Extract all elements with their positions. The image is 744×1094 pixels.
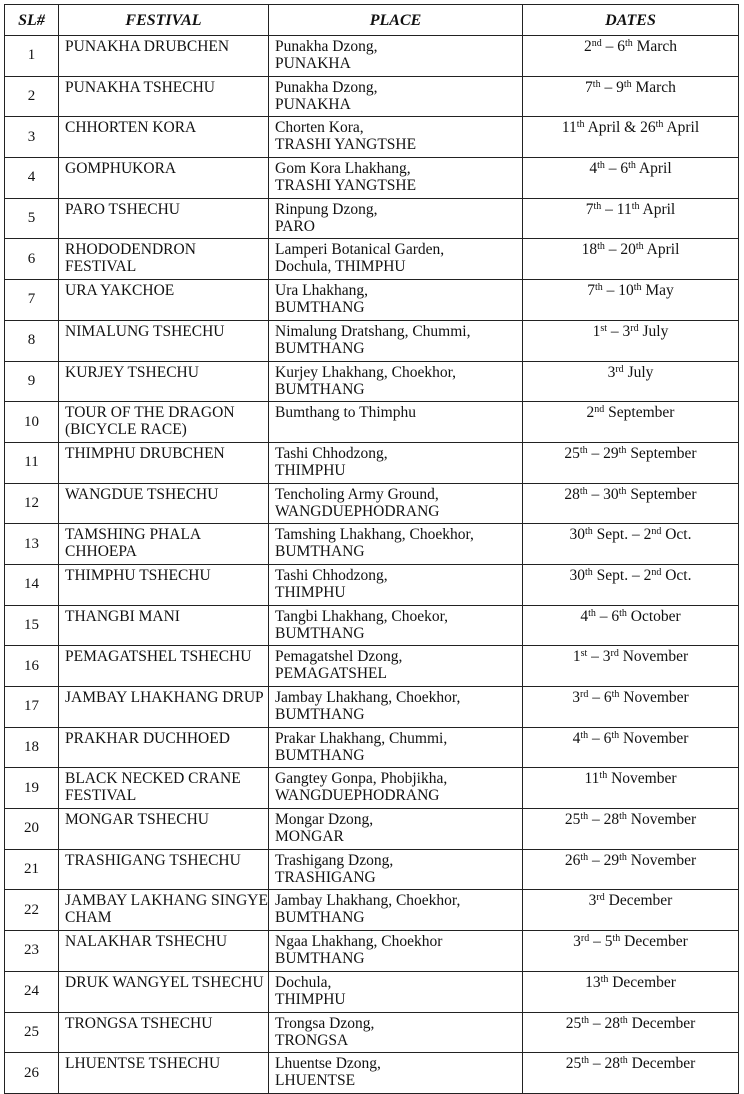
cell-dates: 13th December: [523, 971, 739, 1012]
table-body: [5, 36, 739, 1094]
table-row: [5, 158, 739, 199]
place-line: Tencholing Army Ground,: [275, 485, 439, 503]
cell-place: [269, 280, 523, 321]
cell-sl: 7: [5, 280, 59, 321]
table-row: [5, 1012, 739, 1053]
header-dates: DATES: [523, 5, 739, 36]
place-line: Dochula,: [275, 973, 332, 991]
cell-place: [269, 849, 523, 890]
cell-sl: 2: [5, 76, 59, 117]
cell-dates: 4th – 6th October: [523, 605, 739, 646]
place-line: Jambay Lhakhang, Choekhor,: [275, 689, 461, 706]
cell-place: [269, 442, 523, 483]
cell-sl: 5: [5, 198, 59, 239]
cell-sl: 9: [5, 361, 59, 402]
cell-sl: 24: [5, 971, 59, 1012]
table-header-row: [5, 5, 739, 36]
festival-table: [4, 4, 739, 1094]
cell-festival: RHODODENDRON FESTIVAL: [59, 239, 269, 280]
place-line: Rinpung Dzong,: [275, 200, 378, 218]
cell-place: [269, 768, 523, 809]
cell-place: [269, 524, 523, 565]
table-row: [5, 320, 739, 361]
place-line: BUMTHANG: [275, 624, 365, 642]
cell-place: [269, 158, 523, 199]
place-line: THIMPHU: [275, 990, 346, 1008]
cell-festival: LHUENTSE TSHECHU: [59, 1053, 269, 1094]
cell-festival: TRASHIGANG TSHECHU: [59, 849, 269, 890]
table-row: [5, 687, 739, 728]
table-row: [5, 280, 739, 321]
cell-sl: 19: [5, 768, 59, 809]
cell-place: [269, 931, 523, 972]
table-row: [5, 646, 739, 687]
place-line: Nimalung Dratshang, Chummi,: [275, 322, 471, 340]
cell-festival: PRAKHAR DUCHHOED: [59, 727, 269, 768]
table-row: [5, 402, 739, 443]
cell-festival: GOMPHUKORA: [59, 158, 269, 199]
cell-festival: PUNAKHA DRUBCHEN: [59, 36, 269, 77]
cell-festival: THIMPHU TSHECHU: [59, 564, 269, 605]
cell-place: [269, 605, 523, 646]
cell-festival: THANGBI MANI: [59, 605, 269, 646]
place-line: Tangbi Lhakhang, Choekor,: [275, 607, 449, 625]
cell-sl: 17: [5, 687, 59, 728]
cell-dates: 1st – 3rd November: [523, 646, 739, 687]
cell-festival: DRUK WANGYEL TSHECHU: [59, 971, 269, 1012]
cell-sl: 25: [5, 1012, 59, 1053]
cell-dates: 11th November: [523, 768, 739, 809]
cell-place: [269, 1053, 523, 1094]
cell-festival: TRONGSA TSHECHU: [59, 1012, 269, 1053]
cell-dates: 3rd – 5th December: [523, 931, 739, 972]
cell-place: [269, 890, 523, 931]
place-line: Punakha Dzong,: [275, 78, 378, 96]
place-line: WANGDUEPHODRANG: [275, 502, 440, 520]
cell-sl: 20: [5, 809, 59, 850]
cell-sl: 1: [5, 36, 59, 77]
cell-festival: TOUR OF THE DRAGON (BICYCLE RACE): [59, 402, 269, 443]
cell-festival: PEMAGATSHEL TSHECHU: [59, 646, 269, 687]
cell-place: [269, 36, 523, 77]
cell-sl: 11: [5, 442, 59, 483]
place-line: PARO: [275, 217, 315, 235]
table-row: [5, 117, 739, 158]
cell-place: [269, 727, 523, 768]
cell-dates: 18th – 20th April: [523, 239, 739, 280]
place-line: Prakar Lhakhang, Chummi,: [275, 729, 448, 747]
cell-festival: TAMSHING PHALA CHHOEPA: [59, 524, 269, 565]
cell-dates: 28th – 30th September: [523, 483, 739, 524]
table-row: [5, 524, 739, 565]
cell-dates: 3rd December: [523, 890, 739, 931]
place-line: Trashigang Dzong,: [275, 851, 394, 869]
cell-festival: NIMALUNG TSHECHU: [59, 320, 269, 361]
table-row: [5, 564, 739, 605]
cell-dates: 30th Sept. – 2nd Oct.: [523, 564, 739, 605]
table-row: [5, 768, 739, 809]
cell-festival: WANGDUE TSHECHU: [59, 483, 269, 524]
table-row: [5, 239, 739, 280]
table-row: [5, 971, 739, 1012]
cell-dates: 11th April & 26th April: [523, 117, 739, 158]
cell-place: [269, 402, 523, 443]
cell-sl: 12: [5, 483, 59, 524]
place-line: Tashi Chhodzong,: [275, 444, 388, 462]
place-line: PEMAGATSHEL: [275, 665, 387, 683]
cell-dates: 4th – 6th April: [523, 158, 739, 199]
table-row: [5, 76, 739, 117]
cell-sl: 10: [5, 402, 59, 443]
place-line: Lamperi Botanical Garden,: [275, 241, 445, 259]
cell-place: [269, 239, 523, 280]
cell-dates: 3rd July: [523, 361, 739, 402]
table-row: [5, 1053, 739, 1094]
place-line: Bumthang to Thimphu: [275, 404, 416, 422]
place-line: Chorten Kora,: [275, 119, 364, 137]
cell-festival: CHHORTEN KORA: [59, 117, 269, 158]
cell-dates: 25th – 28th December: [523, 1012, 739, 1053]
cell-sl: 18: [5, 727, 59, 768]
place-line: PUNAKHA: [275, 55, 351, 72]
place-line: BUMTHANG: [275, 380, 365, 398]
place-line: LHUENTSE: [275, 1072, 356, 1090]
place-line: Tamshing Lhakhang, Choekhor,: [275, 526, 474, 544]
cell-dates: 30th Sept. – 2nd Oct.: [523, 524, 739, 565]
cell-sl: 3: [5, 117, 59, 158]
cell-place: [269, 646, 523, 687]
place-line: BUMTHANG: [275, 950, 365, 968]
cell-place: [269, 361, 523, 402]
table-row: [5, 849, 739, 890]
cell-place: [269, 198, 523, 239]
header-festival: FESTIVAL: [59, 5, 269, 36]
place-line: BUMTHANG: [275, 299, 365, 317]
place-line: Jambay Lhakhang, Choekhor,: [275, 892, 461, 910]
table-row: [5, 605, 739, 646]
place-line: Punakha Dzong,: [275, 38, 378, 55]
place-line: Tashi Chhodzong,: [275, 566, 388, 584]
cell-place: [269, 320, 523, 361]
table-row: [5, 931, 739, 972]
place-line: TRASHI YANGTSHE: [275, 136, 417, 154]
cell-festival: URA YAKCHOE: [59, 280, 269, 321]
cell-dates: 25th – 29th September: [523, 442, 739, 483]
cell-festival: JAMBAY LHAKHANG DRUP: [59, 687, 269, 728]
table-row: [5, 809, 739, 850]
cell-sl: 4: [5, 158, 59, 199]
cell-place: [269, 687, 523, 728]
cell-dates: 3rd – 6th November: [523, 687, 739, 728]
table-row: [5, 442, 739, 483]
place-line: THIMPHU: [275, 583, 346, 601]
cell-festival: BLACK NECKED CRANE FESTIVAL: [59, 768, 269, 809]
place-line: Gom Kora Lhakhang,: [275, 160, 411, 178]
cell-festival: THIMPHU DRUBCHEN: [59, 442, 269, 483]
table-row: [5, 198, 739, 239]
place-line: Mongar Dzong,: [275, 811, 374, 829]
place-line: WANGDUEPHODRANG: [275, 787, 440, 805]
cell-sl: 26: [5, 1053, 59, 1094]
place-line: Gangtey Gonpa, Phobjikha,: [275, 770, 448, 788]
cell-dates: 25th – 28th November: [523, 809, 739, 850]
cell-dates: 7th – 11th April: [523, 198, 739, 239]
cell-sl: 22: [5, 890, 59, 931]
header-sl: SL#: [5, 5, 59, 36]
place-line: Dochula, THIMPHU: [275, 258, 406, 276]
place-line: BUMTHANG: [275, 706, 365, 723]
cell-sl: 16: [5, 646, 59, 687]
cell-sl: 14: [5, 564, 59, 605]
cell-dates: 1st – 3rd July: [523, 320, 739, 361]
cell-dates: 7th – 9th March: [523, 76, 739, 117]
table-row: [5, 361, 739, 402]
table-row: [5, 890, 739, 931]
cell-dates: 4th – 6th November: [523, 727, 739, 768]
place-line: Kurjey Lhakhang, Choekhor,: [275, 363, 457, 381]
cell-festival: MONGAR TSHECHU: [59, 809, 269, 850]
table-row: [5, 727, 739, 768]
place-line: PUNAKHA: [275, 95, 351, 113]
cell-festival: PUNAKHA TSHECHU: [59, 76, 269, 117]
cell-festival: PARO TSHECHU: [59, 198, 269, 239]
cell-place: [269, 971, 523, 1012]
cell-sl: 15: [5, 605, 59, 646]
cell-sl: 13: [5, 524, 59, 565]
place-line: Trongsa Dzong,: [275, 1014, 375, 1032]
place-line: THIMPHU: [275, 461, 346, 479]
cell-sl: 21: [5, 849, 59, 890]
place-line: BUMTHANG: [275, 339, 365, 357]
cell-sl: 8: [5, 320, 59, 361]
place-line: BUMTHANG: [275, 543, 365, 561]
cell-dates: 25th – 28th December: [523, 1053, 739, 1094]
header-place: PLACE: [269, 5, 523, 36]
cell-place: [269, 483, 523, 524]
cell-dates: 2nd – 6th March: [523, 36, 739, 77]
place-line: BUMTHANG: [275, 909, 365, 927]
cell-place: [269, 809, 523, 850]
place-line: BUMTHANG: [275, 746, 365, 764]
place-line: MONGAR: [275, 828, 344, 846]
cell-dates: 2nd September: [523, 402, 739, 443]
cell-dates: 7th – 10th May: [523, 280, 739, 321]
place-line: TRASHIGANG: [275, 868, 376, 886]
cell-place: [269, 76, 523, 117]
festival-table-container: [4, 4, 739, 1094]
cell-sl: 23: [5, 931, 59, 972]
cell-festival: NALAKHAR TSHECHU: [59, 931, 269, 972]
cell-sl: 6: [5, 239, 59, 280]
place-line: Ura Lhakhang,: [275, 282, 368, 300]
cell-festival: KURJEY TSHECHU: [59, 361, 269, 402]
table-row: [5, 483, 739, 524]
cell-dates: 26th – 29th November: [523, 849, 739, 890]
table-row: [5, 36, 739, 77]
cell-place: [269, 564, 523, 605]
cell-place: [269, 1012, 523, 1053]
cell-festival: JAMBAY LAKHANG SINGYE CHAM: [59, 890, 269, 931]
place-line: Pemagatshel Dzong,: [275, 648, 403, 666]
place-line: Lhuentse Dzong,: [275, 1055, 381, 1073]
place-line: TRONGSA: [275, 1031, 349, 1049]
cell-place: [269, 117, 523, 158]
place-line: TRASHI YANGTSHE: [275, 177, 417, 195]
place-line: Ngaa Lhakhang, Choekhor: [275, 933, 443, 951]
